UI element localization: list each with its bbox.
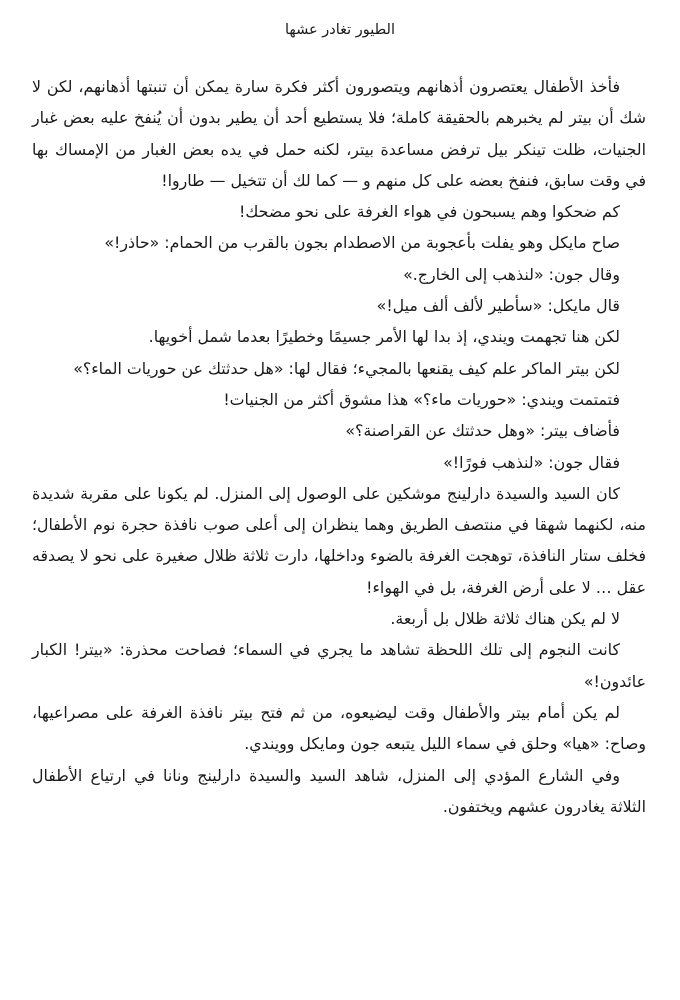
paragraph-7: لكن بيتر الماكر علم كيف يقنعها بالمجيء؛ فقال لها: «هل حدثتك عن حوريات الماء؟» — [73, 358, 620, 378]
paragraph-9: فأضاف بيتر: «وهل حدثتك عن القراصنة؟» — [345, 421, 620, 441]
paragraph-14: لم يكن أمام بيتر والأطفال وقت ليضيعوه، من ثم فتح بيتر نافذة الغرفة على مصراعيها، وصاح: «هيا» وحلق في سماء الليل يتبعه جون ومايكل وويندي. — [32, 702, 646, 754]
paragraph-3: صاح مايكل وهو يفلت بأعجوبة من الاصطدام بجون بالقرب من الحمام: «حاذر!» — [104, 233, 620, 253]
paragraph-13: كانت النجوم إلى تلك اللحظة تشاهد ما يجري في السماء؛ فصاحت محذرة: «بيتر! الكبار عائدون!» — [32, 640, 646, 691]
chapter-body — [32, 71, 646, 822]
paragraph-5: قال مايكل: «سأطير لألف ألف ميل!» — [376, 296, 620, 316]
paragraph-6: لكن هنا تجهمت ويندي، إذ بدا لها الأمر جسيمًا وخطيرًا بعدما شمل أخويها. — [148, 327, 620, 347]
running-title: الطيور تغادر عشها — [284, 22, 396, 38]
paragraph-4: وقال جون: «لنذهب إلى الخارج.» — [403, 264, 620, 284]
paragraph-11: كان السيد والسيدة دارلينج موشكين على الوصول إلى المنزل. لم يكونا على مقربة شديدة منه، لكنهما شهقا في منتصف الطريق وهما ينظران إلى أعلى صوب نافذة حجرة نوم الأطفال؛ فخلف ستار النافذة، توهجت الغرفة بالضوء وداخلها، دارت ثلاثة ظلال صغيرة على نحو لا يصدقه عقل … لا على أرض الغرفة، بل في الهواء! — [32, 483, 646, 597]
paragraph-2: كم ضحكوا وهم يسبحون في هواء الغرفة على نحو مضحك! — [239, 202, 620, 222]
paragraph-8: فتمتمت ويندي: «حوريات ماء؟» هذا مشوق أكثر من الجنيات! — [223, 389, 620, 409]
paragraph-15: وفي الشارع المؤدي إلى المنزل، شاهد السيد والسيدة دارلينج ونانا في ارتياع الأطفال الثلاثة يغادرون عشهم ويختفون. — [32, 765, 646, 816]
paragraph-1: فأخذ الأطفال يعتصرون أذهانهم ويتصورون أكثر فكرة سارة يمكن أن تنبتها أذهانهم، لكن لا شك أن بيتر لم يخبرهم بالحقيقة كاملة؛ فلا يستطيع أحد أن يطير بدون أن يُنفخ عليه بعض غبار الجنيات، ظلت تينكر بيل ترفض مساعدة بيتر، لكنه حمل في يده بعض الغبار من الإمساك بها في وقت سابق، فنفخ بعضه على كل منهم و — كما لك أن تتخيل — طاروا! — [32, 77, 646, 190]
paragraph-10: فقال جون: «لنذهب فورًا!» — [443, 452, 620, 472]
paragraph-12: لا لم يكن هناك ثلاثة ظلال بل أربعة. — [390, 609, 620, 629]
